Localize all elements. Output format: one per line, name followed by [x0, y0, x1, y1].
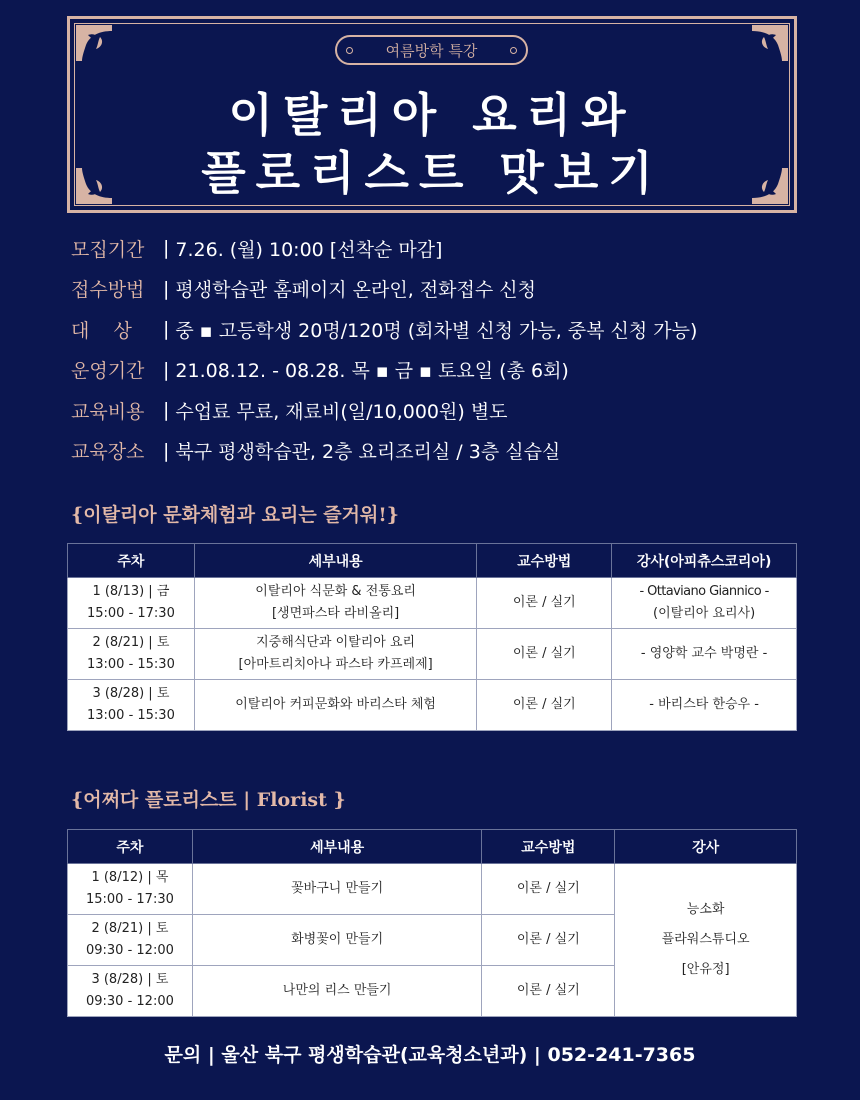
column-header: 교수방법: [482, 830, 615, 864]
week-cell: [68, 966, 193, 1017]
contact-footer: 문의 | 울산 북구 평생학습관(교육청소년과) | 052-241-7365: [164, 1044, 696, 1066]
header-frame: [67, 16, 797, 213]
week-cell: [68, 915, 193, 966]
week-cell: [68, 629, 195, 680]
method-cell: 이론 / 실기: [482, 966, 615, 1017]
info-row: 교육장소 | 북구 평생학습관, 2층 요리조리실 / 3층 실습실: [71, 431, 697, 472]
method-cell: 이론 / 실기: [482, 915, 615, 966]
info-row: 접수방법 | 평생학습관 홈페이지 온라인, 전화접수 신청: [71, 269, 697, 310]
time-label: 09:30 - 12:00: [85, 994, 174, 1009]
info-row: 교육비용 | 수업료 무료, 재료비(일/10,000원) 별도: [71, 390, 697, 431]
week-label: 3 (8/28) | 토: [91, 972, 169, 987]
instructor-line: [안유정]: [681, 962, 730, 977]
info-label: 교육장소: [71, 441, 145, 464]
instructor-line: - Ottaviano Giannico -: [639, 584, 769, 599]
section-heading-italy: {이탈리아 문화체험과 요리는 즐거워!}: [71, 504, 399, 526]
instructor-cell: [615, 864, 797, 1017]
circle-icon: [346, 47, 353, 54]
week-label: 1 (8/12) | 목: [91, 870, 169, 885]
info-value: 평생학습관 홈페이지 온라인, 전화접수 신청: [175, 279, 536, 302]
week-cell: [68, 578, 195, 629]
instructor-line: 플라워스튜디오: [661, 932, 750, 947]
page-title-line1: 이탈리아 요리와: [228, 88, 636, 142]
info-value: 수업료 무료, 재료비(일/10,000원) 별도: [175, 400, 508, 423]
week-label: 2 (8/21) | 토: [92, 635, 170, 650]
table-header-row: [68, 830, 797, 864]
content-cell: 화병꽃이 만들기: [192, 915, 482, 966]
week-cell: [68, 680, 195, 731]
column-header: 주차: [68, 544, 195, 578]
column-header: 세부내용: [192, 830, 482, 864]
info-row: 모집기간 | 7.26. (월) 10:00 [선착순 마감]: [71, 228, 697, 269]
table-row: [68, 680, 797, 731]
content-cell: [194, 578, 477, 629]
table-row: [68, 578, 797, 629]
instructor-cell: [612, 578, 797, 629]
content-cell: 꽃바구니 만들기: [192, 864, 482, 915]
florist-schedule-table: [67, 829, 797, 1017]
column-header: 강사(아피츄스코리아): [612, 544, 797, 578]
info-value: 북구 평생학습관, 2층 요리조리실 / 3층 실습실: [175, 441, 561, 464]
instructor-line: 능소화: [686, 902, 725, 917]
content-cell: 이탈리아 커피문화와 바리스타 체험: [194, 680, 477, 731]
time-label: 09:30 - 12:00: [85, 943, 174, 958]
page-title-line2: 플로리스트 맛보기: [201, 146, 663, 200]
week-cell: [68, 864, 193, 915]
week-label: 1 (8/13) | 금: [92, 584, 170, 599]
corner-ornament-icon: [74, 23, 114, 63]
table-header-row: [68, 544, 797, 578]
info-label: 운영기간: [71, 360, 145, 383]
info-label: 접수방법: [71, 279, 145, 302]
content-line: 지중해식단과 이탈리아 요리: [256, 635, 416, 650]
time-label: 13:00 - 15:30: [86, 657, 175, 672]
info-value: 21.08.12. - 08.28. 목 ▪ 금 ▪ 토요일 (총 6회): [175, 360, 569, 383]
info-row: 운영기간 | 21.08.12. - 08.28. 목 ▪ 금 ▪ 토요일 (총 6회): [71, 350, 697, 391]
column-header: 강사: [615, 830, 797, 864]
instructor-line: (이탈리아 요리사): [653, 606, 756, 621]
info-label: 교육비용: [71, 400, 145, 423]
info-value: 중 ▪ 고등학생 20명/120명 (회차별 신청 가능, 중복 신청 가능): [175, 319, 698, 342]
content-line: [생면파스타 라비올리]: [271, 606, 400, 621]
info-list: [71, 228, 697, 471]
info-value: 7.26. (월) 10:00 [선착순 마감]: [175, 238, 443, 261]
week-label: 3 (8/28) | 토: [92, 686, 170, 701]
table-row: [68, 864, 797, 915]
corner-ornament-icon: [750, 23, 790, 63]
info-row: 대 상 | 중 ▪ 고등학생 20명/120명 (회차별 신청 가능, 중복 신청 가능): [71, 309, 697, 350]
method-cell: 이론 / 실기: [477, 680, 612, 731]
method-cell: 이론 / 실기: [477, 578, 612, 629]
time-label: 15:00 - 17:30: [86, 606, 175, 621]
program-badge: [335, 35, 528, 65]
time-label: 15:00 - 17:30: [85, 892, 174, 907]
info-label: 모집기간: [71, 238, 145, 261]
method-cell: 이론 / 실기: [482, 864, 615, 915]
italy-schedule-table: [67, 543, 797, 731]
column-header: 주차: [68, 830, 193, 864]
section-heading-florist: {어쩌다 플로리스트 | Florist }: [71, 789, 346, 811]
method-cell: 이론 / 실기: [477, 629, 612, 680]
instructor-cell: - 영양학 교수 박명란 -: [612, 629, 797, 680]
circle-icon: [510, 47, 517, 54]
content-line: [아마트리치아나 파스타 카프레제]: [238, 657, 433, 672]
column-header: 세부내용: [194, 544, 477, 578]
instructor-cell: - 바리스타 한승우 -: [612, 680, 797, 731]
content-cell: 나만의 리스 만들기: [192, 966, 482, 1017]
column-header: 교수방법: [477, 544, 612, 578]
content-cell: [194, 629, 477, 680]
week-label: 2 (8/21) | 토: [91, 921, 169, 936]
time-label: 13:00 - 15:30: [86, 708, 175, 723]
badge-label: 여름방학 특강: [385, 41, 478, 60]
content-line: 이탈리아 식문화 & 전통요리: [255, 584, 416, 599]
info-label: 대 상: [71, 319, 132, 342]
table-row: [68, 629, 797, 680]
